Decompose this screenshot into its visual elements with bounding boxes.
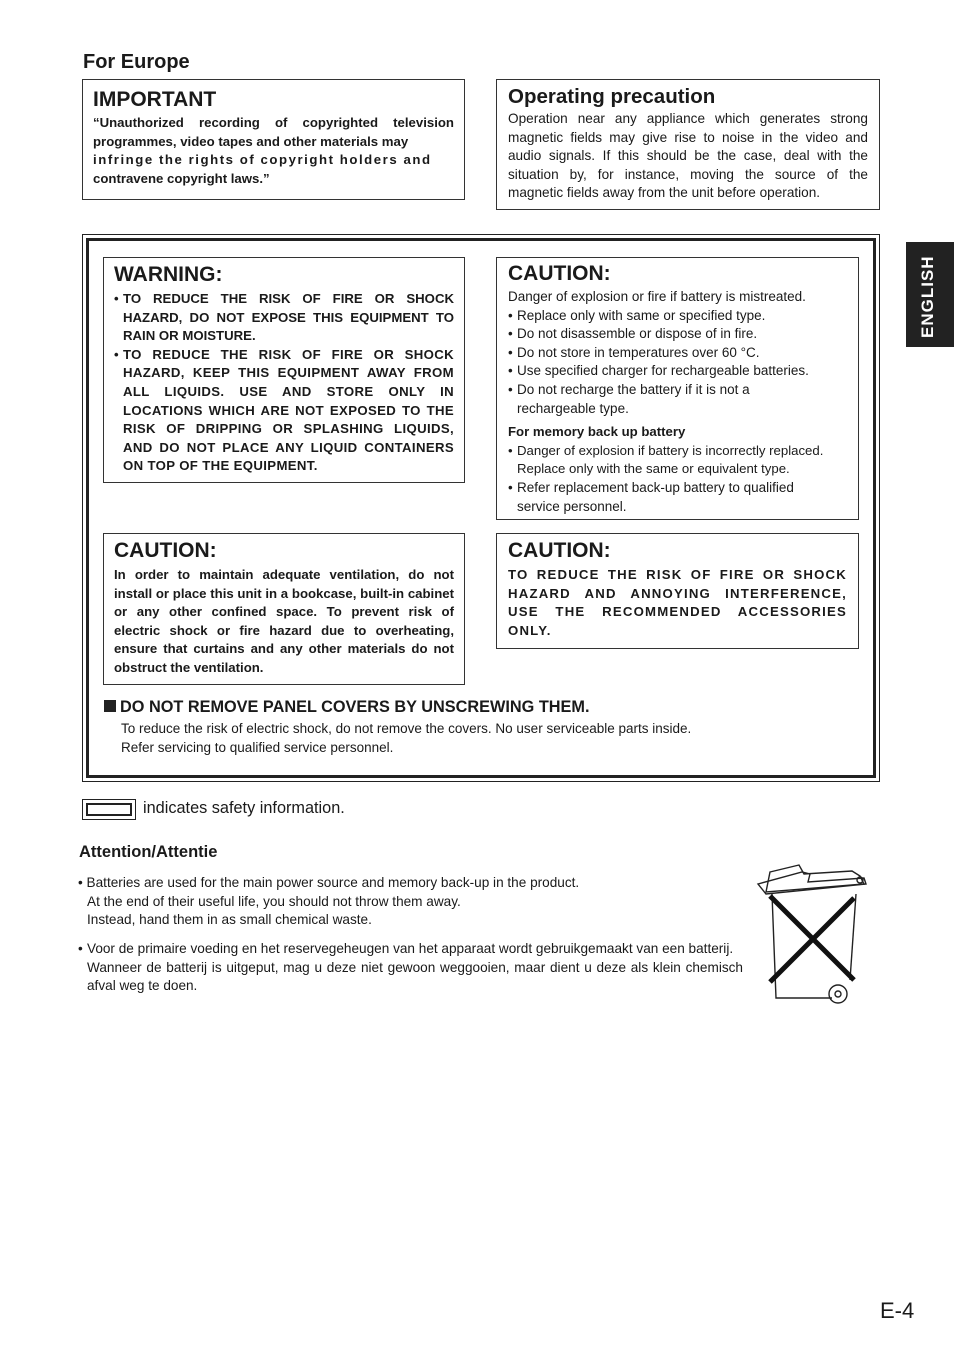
operating-precaution-box: [496, 79, 880, 210]
square-bullet-icon: [104, 700, 116, 712]
attention-en-line: At the end of their useful life, you should not throw them away.: [87, 893, 461, 909]
operating-precaution-text: Operation near any appliance which generates strong magnetic fields may give rise to noise in the video and audio signals. If this should be the case, deal with the situation by, for instance, moving the source of the magnetic fields away from the unit before operation.: [508, 111, 868, 201]
important-text-3: contravene copyright laws.”: [93, 170, 270, 186]
region-heading: For Europe: [83, 51, 190, 73]
operating-precaution-title: Operating precaution: [508, 85, 716, 108]
panel-covers-line-2: Refer servicing to qualified service personnel.: [121, 740, 394, 755]
important-title: IMPORTANT: [93, 88, 217, 111]
important-box: [82, 79, 465, 200]
caution-accessories-text: TO REDUCE THE RISK OF FIRE OR SHOCK HAZARD AND ANNOYING INTERFERENCE, USE THE RECOMMENDED ACCESSORIES ONLY.: [508, 567, 847, 638]
attention-en-block: • Batteries are used for the main power source and memory back-up in the product. At the end of their useful life, you should not throw them away. Instead, hand them in as small chemical waste.: [78, 874, 748, 930]
warning-title: WARNING:: [114, 263, 223, 286]
memory-backup-item: • Danger of explosion if battery is incorrectly replaced. Replace only with the same or equivalent type.: [508, 442, 847, 479]
caution-ventilation-text: In order to maintain adequate ventilation, do not install or place this unit in a bookcase, built-in cabinet or any other confined space. To prevent risk of electric shock or fire hazard due to overheating, ensure that curtains and any other materials do not obstruct the ventilation.: [114, 567, 454, 675]
caution-battery-item: • Do not recharge the battery if it is not a rechargeable type.: [508, 381, 847, 418]
caution-battery-item: • Do not disassemble or dispose of in fire.: [508, 325, 847, 344]
caution-battery-item: • Replace only with same or specified type.: [508, 307, 847, 326]
caution-ventilation-title: CAUTION:: [114, 539, 217, 562]
crossed-out-wheeled-bin-icon: [752, 862, 870, 1008]
attention-nl-line: • Voor de primaire voeding en het reservegeheugen van het apparaat wordt gebruikgemaakt van een batterij.: [78, 940, 743, 959]
warning-box: [103, 257, 465, 483]
caution-battery-item: • Do not store in temperatures over 60 °C.: [508, 344, 847, 363]
caution-accessories-box: [496, 533, 859, 649]
caution-accessories-title: CAUTION:: [508, 539, 611, 562]
double-frame-icon: [82, 799, 136, 820]
attention-nl-line: Wanneer de batterij is uitgeput, mag u deze niet gewoon weggooien, maar dient u deze als klein chemisch afval weg te doen.: [87, 959, 743, 994]
memory-backup-item: • Refer replacement back-up battery to qualified service personnel.: [508, 479, 847, 516]
page-number: E-4: [880, 1298, 915, 1323]
panel-covers-line-1: To reduce the risk of electric shock, do not remove the covers. No user serviceable parts inside.: [121, 721, 692, 736]
warning-item: • TO REDUCE THE RISK OF FIRE OR SHOCK HAZARD, DO NOT EXPOSE THIS EQUIPMENT TO RAIN OR MOISTURE.: [114, 290, 454, 346]
caution-battery-item: • Use specified charger for rechargeable batteries.: [508, 362, 847, 381]
memory-backup-subtitle: For memory back up battery: [508, 424, 686, 440]
warning-item: • TO REDUCE THE RISK OF FIRE OR SHOCK HAZARD, KEEP THIS EQUIPMENT AWAY FROM ALL LIQUIDS. USE AND STORE ONLY IN LOCATIONS WHICH ARE NOT EXPOSED TO THE RISK OF DRIPPING OR SPLASHING LIQUIDS, AND DO NOT PLACE ANY LIQUID CONTAINERS ON TOP OF THE EQUIPMENT.: [114, 346, 454, 476]
important-text-2: infringe the rights of copyright holders and: [93, 152, 432, 168]
safety-legend-text: indicates safety information.: [143, 799, 345, 817]
attention-nl-block: [78, 940, 743, 996]
language-tab: [906, 242, 954, 347]
caution-battery-intro: Danger of explosion or fire if battery is mistreated.: [508, 289, 806, 304]
panel-covers-title: DO NOT REMOVE PANEL COVERS BY UNSCREWING THEM.: [120, 698, 590, 716]
important-text-1: “Unauthorized recording of copyrighted television programmes, video tapes and other materials may: [93, 115, 454, 149]
language-tab-label: ENGLISH: [918, 255, 937, 338]
caution-battery-title: CAUTION:: [508, 262, 611, 285]
attention-title: Attention/Attentie: [79, 843, 218, 861]
caution-ventilation-box: [103, 533, 465, 685]
caution-battery-box: [496, 257, 859, 520]
attention-en-line: Instead, hand them in as small chemical waste.: [87, 912, 372, 928]
attention-en-line: Batteries are used for the main power source and memory back-up in the product.: [86, 875, 580, 890]
